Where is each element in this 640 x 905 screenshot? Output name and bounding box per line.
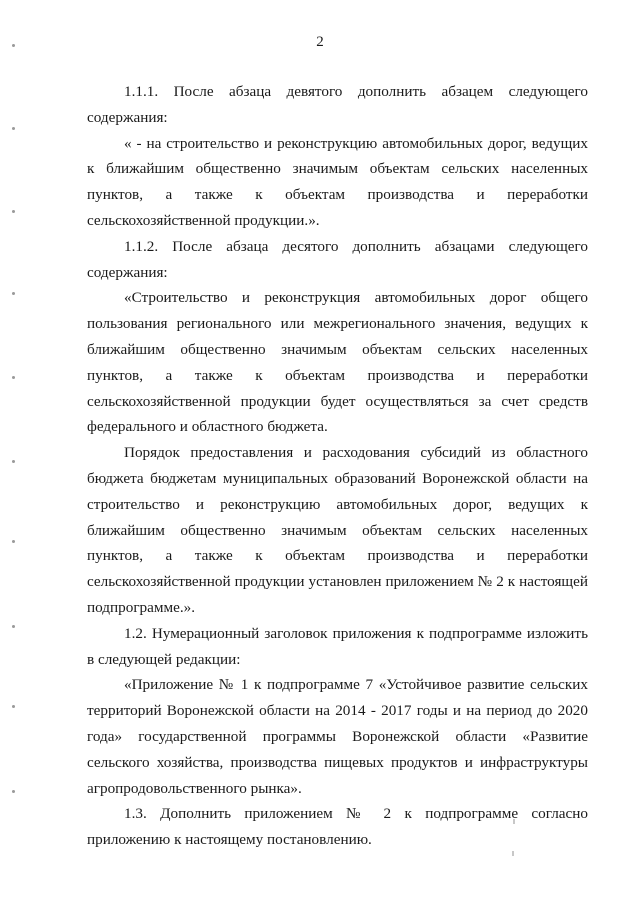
scan-margin-mark bbox=[12, 127, 15, 130]
scan-margin-mark bbox=[12, 292, 15, 295]
scan-margin-mark bbox=[12, 460, 15, 463]
paragraph-1-2: 1.2. Нумерационный заголовок приложения к подпрограмме изложить в следующей редакции: bbox=[87, 624, 588, 668]
page-number: 2 bbox=[316, 34, 324, 50]
paragraph-construction: «Строительство и реконструкция автомобильных дорог общего пользования регионального или межрегионального значения, ведущих к ближайшим общественно значимым объектам сельских населенных пунктов, а также к объектам производства и переработки сельскохозяйственной продукции будет осуществляться за счет средств федерального и областного бюджета. bbox=[87, 289, 588, 436]
paragraph-1-3: 1.3. Дополнить приложением № 2 к подпрограмме согласно приложению к настоящему постановлению. bbox=[87, 805, 588, 849]
paragraph-1-1-1: 1.1.1. После абзаца девятого дополнить абзацем следующего содержания: bbox=[87, 83, 588, 126]
scan-margin-mark bbox=[12, 210, 15, 213]
scan-margin-mark bbox=[12, 625, 15, 628]
paragraph-appendix-title: «Приложение № 1 к подпрограмме 7 «Устойчивое развитие сельских территорий Воронежской области на 2014 - 2017 годы и на период до 2020 года» государственной программы Воронежской области «Развитие сельского хозяйства, производства пищевых продуктов и инфраструктуры агропродовольственного рынка». bbox=[87, 676, 588, 797]
scan-margin-mark bbox=[12, 705, 15, 708]
scan-margin-mark bbox=[12, 376, 15, 379]
document-body bbox=[87, 79, 588, 853]
scan-margin-mark bbox=[12, 540, 15, 543]
scan-margin-mark bbox=[12, 790, 15, 793]
paragraph-quote-roads: « - на строительство и реконструкцию автомобильных дорог, ведущих к ближайшим общественно значимым объектам сельских населенных пунктов, а также к объектам производства и переработки сельскохозяйственной продукции.». bbox=[87, 134, 588, 229]
paragraph-subsidies: Порядок предоставления и расходования субсидий из областного бюджета бюджетам муниципальных образований Воронежской области на строительство и реконструкцию автомобильных дорог, ведущих к ближайшим общественно значимым объектам сельских населенных пунктов, а также к объектам производства и переработки сельскохозяйственной продукции установлен приложением № 2 к настоящей подпрограмме.». bbox=[87, 444, 588, 616]
scan-margin-mark bbox=[12, 44, 15, 47]
paragraph-1-1-2: 1.1.2. После абзаца десятого дополнить абзацами следующего содержания: bbox=[87, 237, 588, 281]
